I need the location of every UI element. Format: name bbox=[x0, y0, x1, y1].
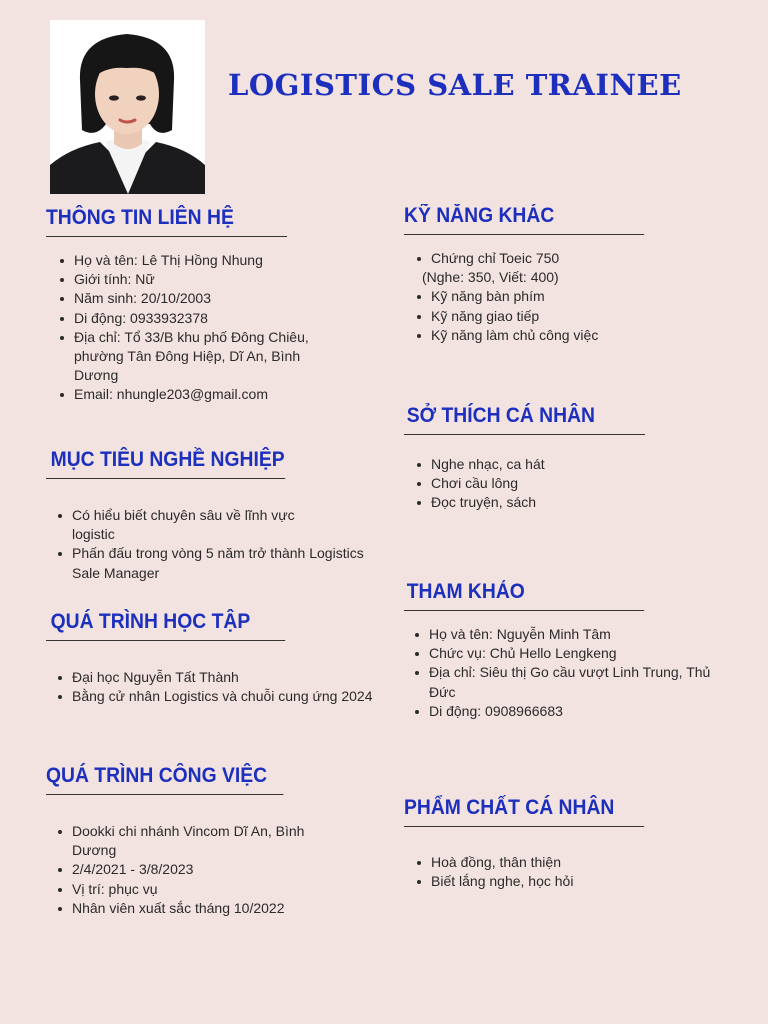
hobbies-heading: SỞ THÍCH CÁ NHÂN bbox=[404, 404, 645, 435]
skills-heading: KỸ NĂNG KHÁC bbox=[404, 204, 644, 235]
list-item: Đọc truyện, sách bbox=[431, 493, 666, 512]
list-item: (Nghe: 350, Viết: 400) bbox=[422, 269, 559, 286]
skills-section bbox=[404, 204, 665, 345]
reference-section bbox=[404, 580, 711, 721]
education-list bbox=[46, 668, 373, 706]
list-item: Nghe nhạc, ca hát bbox=[431, 455, 666, 474]
list-item: Địa chỉ: Tổ 33/B khu phố Đông Chiêu, phường Tân Đông Hiệp, Dĩ An, Bình Dương bbox=[74, 328, 309, 386]
list-item: Vị trí: phục vụ bbox=[72, 880, 304, 899]
list-item: Đại học Nguyễn Tất Thành bbox=[72, 668, 306, 687]
qualities-heading: PHẨM CHẤT CÁ NHÂN bbox=[404, 796, 644, 827]
list-item: Kỹ năng làm chủ công việc bbox=[431, 326, 665, 345]
list-item: Email: nhungle203@gmail.com bbox=[74, 385, 308, 404]
contact-section bbox=[46, 206, 308, 405]
list-item: Chứng chỉ Toeic 750 bbox=[431, 249, 665, 268]
list-item: Có hiểu biết chuyên sâu về lĩnh vực logistic bbox=[72, 506, 306, 544]
list-item: Kỹ năng giao tiếp bbox=[431, 307, 665, 326]
objective-section bbox=[46, 448, 364, 583]
list-item: Kỹ năng bàn phím bbox=[431, 287, 665, 306]
profile-photo bbox=[50, 20, 205, 194]
qualities-section bbox=[404, 796, 665, 891]
contact-heading: THÔNG TIN LIÊN HỆ bbox=[46, 206, 287, 237]
qualities-list bbox=[404, 853, 665, 891]
list-item: Bằng cử nhân Logistics và chuỗi cung ứng 2024 bbox=[72, 687, 306, 706]
list-item: Họ và tên: Lê Thị Hồng Nhung bbox=[74, 251, 308, 270]
objective-list bbox=[46, 506, 364, 583]
list-item: Hoà đồng, thân thiện bbox=[431, 853, 665, 872]
portrait-image bbox=[50, 20, 205, 194]
reference-list bbox=[404, 625, 711, 721]
list-item: Phấn đấu trong vòng 5 năm trở thành Logistics Sale Manager bbox=[72, 544, 372, 582]
list-item: Chức vụ: Chủ Hello Lengkeng bbox=[429, 644, 665, 663]
list-item: Dookki chi nhánh Vincom Dĩ An, Bình Dương bbox=[72, 822, 312, 860]
list-item: Chơi cầu lông bbox=[431, 474, 666, 493]
page-title: LOGISTICS SALE TRAINEE bbox=[228, 68, 682, 102]
list-item: Giới tính: Nữ bbox=[74, 270, 308, 289]
hobbies-section bbox=[404, 404, 666, 513]
education-heading: QUÁ TRÌNH HỌC TẬP bbox=[46, 610, 285, 641]
reference-heading: THAM KHẢO bbox=[404, 580, 644, 611]
work-list bbox=[46, 822, 304, 918]
skills-list bbox=[404, 249, 665, 345]
hobbies-list bbox=[404, 455, 666, 513]
list-item: Biết lắng nghe, học hỏi bbox=[431, 872, 665, 891]
list-item: Nhân viên xuất sắc tháng 10/2022 bbox=[72, 899, 304, 918]
education-section bbox=[46, 610, 373, 706]
work-heading: QUÁ TRÌNH CÔNG VIỆC bbox=[46, 764, 283, 795]
list-item: Di động: 0908966683 bbox=[429, 702, 665, 721]
list-item: Năm sinh: 20/10/2003 bbox=[74, 289, 308, 308]
objective-heading: MỤC TIÊU NGHỀ NGHIỆP bbox=[46, 448, 285, 479]
work-section bbox=[46, 764, 304, 918]
list-item: Địa chỉ: Siêu thị Go cầu vượt Linh Trung, Thủ Đức bbox=[429, 663, 714, 701]
list-item: 2/4/2021 - 3/8/2023 bbox=[72, 860, 304, 879]
list-item: Họ và tên: Nguyễn Minh Tâm bbox=[429, 625, 665, 644]
list-item: Di động: 0933932378 bbox=[74, 309, 308, 328]
contact-list bbox=[46, 251, 308, 405]
